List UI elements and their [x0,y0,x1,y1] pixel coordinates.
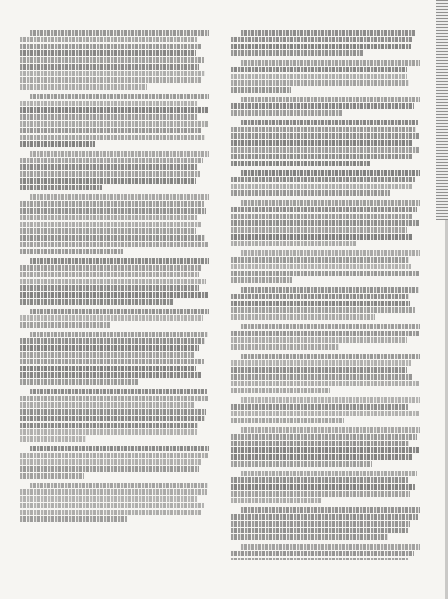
text-line [30,483,208,489]
text-line [241,324,420,330]
text-line [231,534,388,540]
paragraph [231,471,421,504]
text-line [20,84,147,90]
text-line [231,558,408,560]
text-line [20,516,127,522]
text-line [231,74,407,80]
paragraph [20,151,210,191]
paragraph [231,170,421,196]
text-line [20,222,202,228]
text-line [231,301,410,307]
text-line [20,57,204,63]
paragraph [231,427,421,467]
text-line [30,446,209,452]
text-line [20,135,205,141]
text-line [241,397,420,403]
text-line [20,272,199,278]
text-line [231,133,420,139]
text-line [231,37,413,43]
text-line [20,352,195,358]
paragraph [20,194,210,254]
text-line [20,473,84,479]
text-line [20,315,203,321]
text-line [241,60,420,66]
text-line [231,184,412,190]
text-line [20,292,208,298]
text-line [231,491,410,497]
text-line [231,447,419,453]
text-line [231,461,372,467]
text-line [20,429,197,435]
text-line [231,44,411,50]
text-line [20,242,209,248]
text-line [231,441,409,447]
text-line [20,114,197,120]
text-line [231,314,375,320]
text-line [231,257,409,263]
text-line [231,80,409,86]
paragraph [20,332,210,385]
text-line [20,185,102,191]
text-line [231,110,343,116]
text-line [231,381,419,387]
text-line [231,551,414,557]
text-line [241,287,419,293]
text-line [20,345,199,351]
text-line [20,37,197,43]
text-line [231,177,415,183]
text-line [241,30,416,36]
text-line [20,489,207,495]
text-line [20,71,205,77]
text-line [20,416,205,422]
text-line [231,307,415,313]
paragraph [20,389,210,442]
paragraph [231,544,421,560]
text-line [231,264,411,270]
text-line [231,67,407,73]
text-line [241,250,420,256]
text-line [20,44,202,50]
text-line [20,409,206,415]
paragraph [231,354,421,394]
paragraph [20,309,210,328]
text-line [20,379,138,385]
text-line [231,484,415,490]
text-line [231,220,419,226]
text-line [231,344,339,350]
text-line [231,360,411,366]
text-line [241,120,418,126]
text-line [20,64,199,70]
paragraph [231,250,421,283]
paragraph [231,507,421,540]
text-line [231,271,420,277]
text-line [30,332,208,338]
text-line [231,190,390,196]
paragraph [20,94,210,147]
text-line [20,228,196,234]
text-line [20,423,198,429]
text-line [20,215,197,221]
text-line [20,265,202,271]
text-line [20,101,197,107]
paragraph [20,446,210,479]
text-line [231,374,413,380]
text-line [20,164,197,170]
text-line [241,200,420,206]
text-line [231,234,413,240]
text-line [20,141,95,147]
text-line [231,127,416,133]
text-line [231,514,418,520]
text-line [20,366,196,372]
paragraph [231,200,421,246]
text-line [30,389,207,395]
text-line [20,496,197,502]
text-line [30,309,209,315]
text-line [241,471,417,477]
paragraph [231,287,421,320]
paragraph [231,60,421,93]
text-line [231,227,407,233]
text-line [241,354,420,360]
text-line [20,279,206,285]
text-line [30,30,209,36]
text-line [231,367,407,373]
text-line [241,170,420,176]
text-line [231,434,417,440]
text-line [231,50,363,56]
text-line [20,235,205,241]
text-line [231,87,291,93]
text-line [20,299,174,305]
text-line [231,528,408,534]
text-line [20,510,201,516]
text-line [231,207,417,213]
text-line [30,258,209,264]
text-line [20,107,209,113]
text-line [20,208,206,214]
text-line [20,77,202,83]
text-line [231,477,408,483]
text-line [241,544,420,550]
text-line [20,201,204,207]
text-line [231,331,419,337]
text-line [231,521,410,527]
text-line [231,454,412,460]
text-line [30,94,209,100]
text-line [20,249,123,255]
paragraph [20,258,210,304]
text-column-right [231,30,421,560]
text-line [20,372,202,378]
text-line [30,194,209,200]
text-line [20,158,203,164]
text-line [20,503,204,509]
text-line [20,128,201,134]
text-line [231,214,413,220]
paragraph [231,30,421,56]
text-line [20,121,209,127]
text-line [231,388,330,394]
text-line [231,154,413,160]
paragraph [231,397,421,423]
text-line [231,404,408,410]
text-line [231,277,292,283]
text-line [241,507,420,513]
text-line [20,402,195,408]
text-line [20,338,205,344]
text-line [231,161,370,167]
text-line [20,459,202,465]
paragraph [231,120,421,166]
text-line [20,359,204,365]
text-line [231,418,344,424]
text-line [241,97,420,103]
text-column-left [20,30,210,560]
text-line [231,241,357,247]
text-line [20,322,111,328]
text-line [231,147,419,153]
text-line [231,294,409,300]
text-line [20,50,196,56]
text-line [20,436,86,442]
text-line [20,171,200,177]
scan-edge-artifact [436,0,448,220]
paragraph [20,483,210,523]
paragraph [231,97,421,116]
text-line [20,466,199,472]
text-line [30,151,209,157]
text-line [231,498,322,504]
text-line [20,285,199,291]
text-line [231,411,419,417]
text-line [231,103,414,109]
text-line [20,453,208,459]
text-line [20,178,196,184]
text-line [231,337,407,343]
paragraph [231,324,421,350]
text-line [241,427,420,433]
text-line [231,140,413,146]
text-line [20,396,208,402]
paragraph [20,30,210,90]
